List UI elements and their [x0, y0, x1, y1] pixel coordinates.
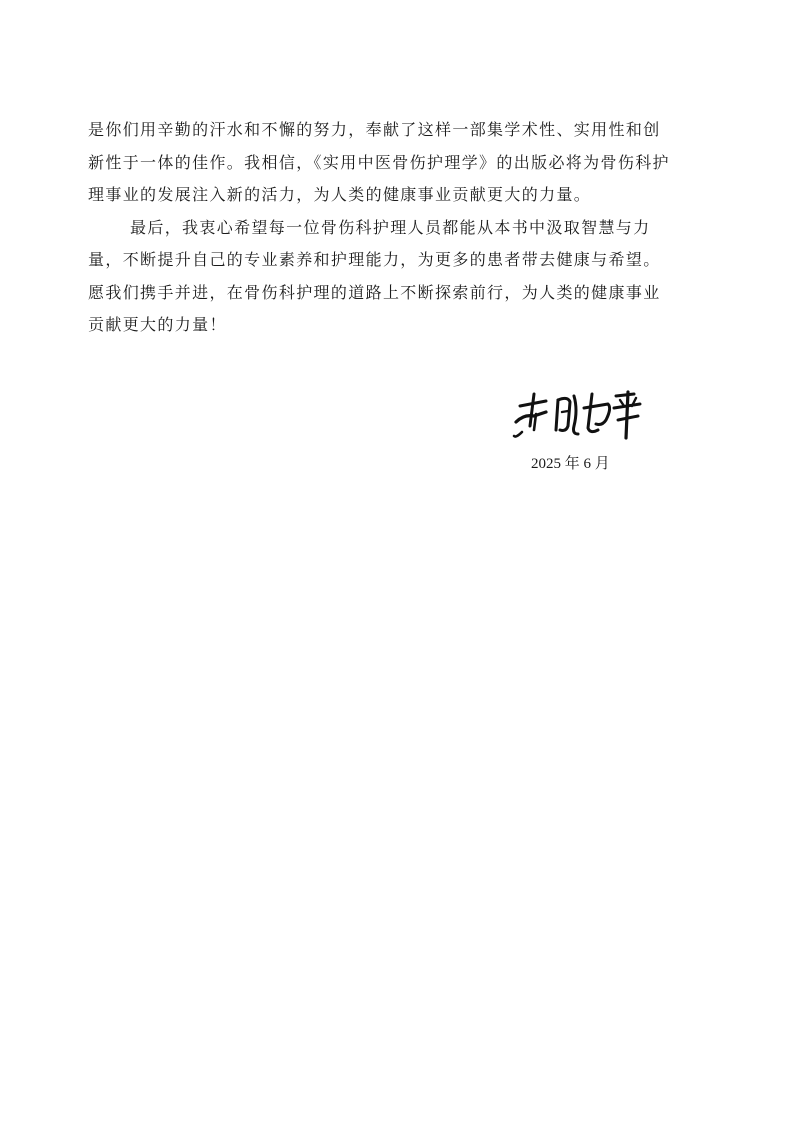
paragraph-line: 是你们用辛勤的汗水和不懈的努力，奉献了这样一部集学术性、实用性和创 [88, 120, 661, 139]
paragraph-line: 愿我们携手并进，在骨伤科护理的道路上不断探索前行，为人类的健康事业 [88, 282, 661, 302]
paragraph-line: 理事业的发展注入新的活力，为人类的健康事业贡献更大的力量。 [88, 185, 592, 204]
handwritten-signature-icon [512, 386, 644, 442]
paragraph-line: 最后，我衷心希望每一位骨伤科护理人员都能从本书中汲取智慧与力 [130, 217, 651, 237]
date-line: 2025 年 6 月 [531, 456, 610, 472]
paragraph-line: 贡献更大的力量！ [88, 315, 227, 334]
body-text [88, 114, 708, 342]
paragraph-line: 量，不断提升自己的专业素养和护理能力，为更多的患者带去健康与希望。 [88, 250, 661, 269]
paragraph-line: 新性于一体的佳作。我相信，《实用中医骨伤护理学》的出版必将为骨伤科护 [88, 152, 670, 172]
